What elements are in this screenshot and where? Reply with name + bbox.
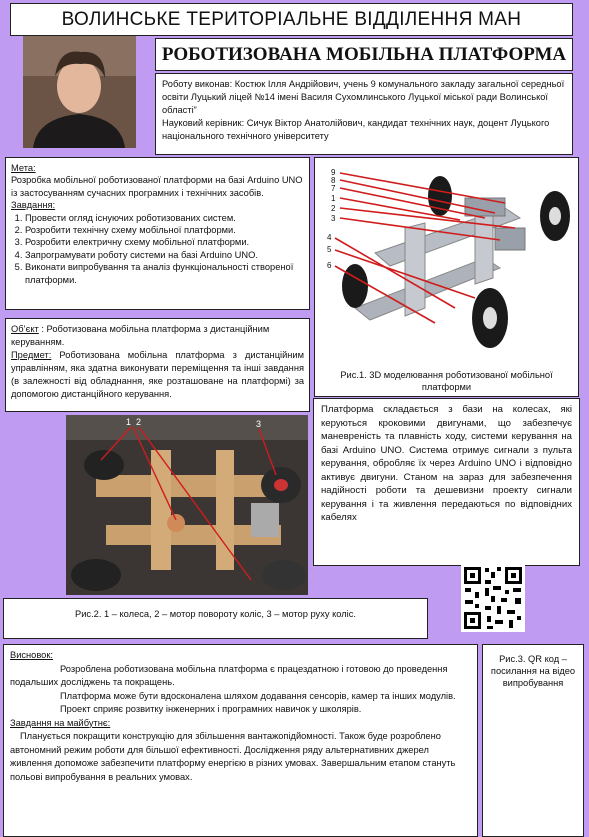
figure-platform-photo	[66, 415, 308, 595]
author-info	[155, 73, 573, 155]
fig1-label: 6	[327, 261, 332, 270]
fig1-label: 8	[331, 176, 336, 185]
conclusions-section	[3, 644, 478, 837]
conclusion-paragraph: Проект сприяє розвитку інженерних і програмних навичок у школярів.	[60, 704, 362, 714]
goal-section	[5, 157, 310, 310]
subject-text: Роботизована мобільна платформа з дистанційним управлінням, яка здатна виконувати переміщення та інші завдання (в залежності від обладнання, яке розташоване на платформі) за допомогою дистанційного керування.	[11, 350, 304, 399]
fig1-label: 7	[331, 184, 336, 193]
fig2-label: 3	[256, 419, 262, 429]
fig2-label: 1	[126, 417, 132, 427]
figure-3d-model	[314, 157, 579, 397]
goal-label: Мета:	[11, 163, 36, 173]
fig1-label: 9	[331, 168, 336, 177]
tasks-list	[11, 212, 304, 286]
fig1-label: 2	[331, 204, 336, 213]
platform-description: Платформа складається з бази на колесах, які керуються кроковими двигунами, що забезпечує маневреність та плавність ходу, системи керування на базі Arduino UNO. Система отримує сигнали з пульта керування, обробляє їх через Arduino UNO і відповідно активує двигуни. Станом на зараз для забезпечення надійності роботи та дешевизни проекту сигнали керування і та живлення передаються по відповідних кабелях	[313, 398, 580, 566]
object-text: : Роботизована мобільна платформа з дистанційним керуванням.	[11, 324, 270, 347]
future-text: Планується покращити конструкцію для збільшення вантажопідйомності. Також буде розроблено автономний режим роботи для більшої ефективності. Дослідження ряду альтернативних джерел живлення допоможе забезпечити платформу енергією в різних умовах. Завершальним етапом стануть польові випробування в реальних умовах.	[10, 731, 456, 782]
object-section	[5, 318, 310, 412]
subject-label: Предмет:	[11, 350, 52, 360]
fig2-label: 2	[136, 417, 142, 427]
header-banner: ВОЛИНСЬКЕ ТЕРИТОРІАЛЬНЕ ВІДДІЛЕННЯ МАН	[10, 3, 573, 36]
platform-photo	[66, 415, 308, 595]
fig1-label: 4	[327, 233, 332, 242]
fig1-caption: Рис.1. 3D моделювання роботизованої мобільної платформи	[340, 370, 553, 392]
list-item: 3. Розробити електричну схему мобільної платформи.	[25, 236, 304, 248]
conclusions-label: Висновок:	[10, 650, 54, 660]
fig2-caption: Рис.2. 1 – колеса, 2 – мотор повороту коліс, 3 – мотор руху коліс.	[3, 598, 428, 639]
qr-code-icon	[461, 564, 525, 632]
poster-title: РОБОТИЗОВАНА МОБІЛЬНА ПЛАТФОРМА	[155, 38, 573, 71]
future-label: Завдання на майбутнє:	[10, 717, 111, 728]
list-item: 1. Провести огляд існуючих роботизованих систем.	[25, 212, 304, 224]
author-performed: Роботу виконав: Костюк Ілля Андрійович, учень 9 комунального закладу загальної середньої освіти Луцький ліцей №14 імені Василя Сухомлинського Луцької міської ради Волинської області”	[162, 79, 565, 115]
conclusion-paragraph: Розроблена роботизована мобільна платформа є працездатною і готовою до проведення подальших досліджень та покращень.	[10, 663, 448, 687]
fig1-label: 1	[331, 194, 336, 203]
object-label: Об’єкт	[11, 324, 39, 334]
list-item: 2. Розробити технічну схему мобільної платформи.	[25, 224, 304, 236]
goal-text: Розробка мобільної роботизованої платформи на базі Arduino UNO із застосуванням сучасних програмних і технічних засобів.	[11, 175, 303, 198]
list-item: 5. Виконати випробування та аналіз функціональності створеної платформи.	[25, 261, 304, 286]
qr-code[interactable]	[461, 564, 525, 632]
fig1-label: 3	[331, 214, 336, 223]
platform-3d-drawing	[315, 158, 578, 358]
tasks-label: Завдання:	[11, 200, 56, 211]
author-supervisor: Науковий керівник: Сичук Віктор Анатолійович, кандидат технічних наук, доцент Луцького національного технічного університету	[162, 118, 550, 141]
author-photo	[23, 36, 136, 148]
conclusion-paragraph: Платформа може бути вдосконалена шляхом додавання сенсорів, камер та інших модулів.	[60, 690, 456, 701]
list-item: 4. Запрограмувати роботу системи на базі Arduino UNO.	[25, 249, 304, 261]
qr-caption: Рис.3. QR код – посилання на відео випробування	[482, 644, 584, 837]
fig1-label: 5	[327, 245, 332, 254]
